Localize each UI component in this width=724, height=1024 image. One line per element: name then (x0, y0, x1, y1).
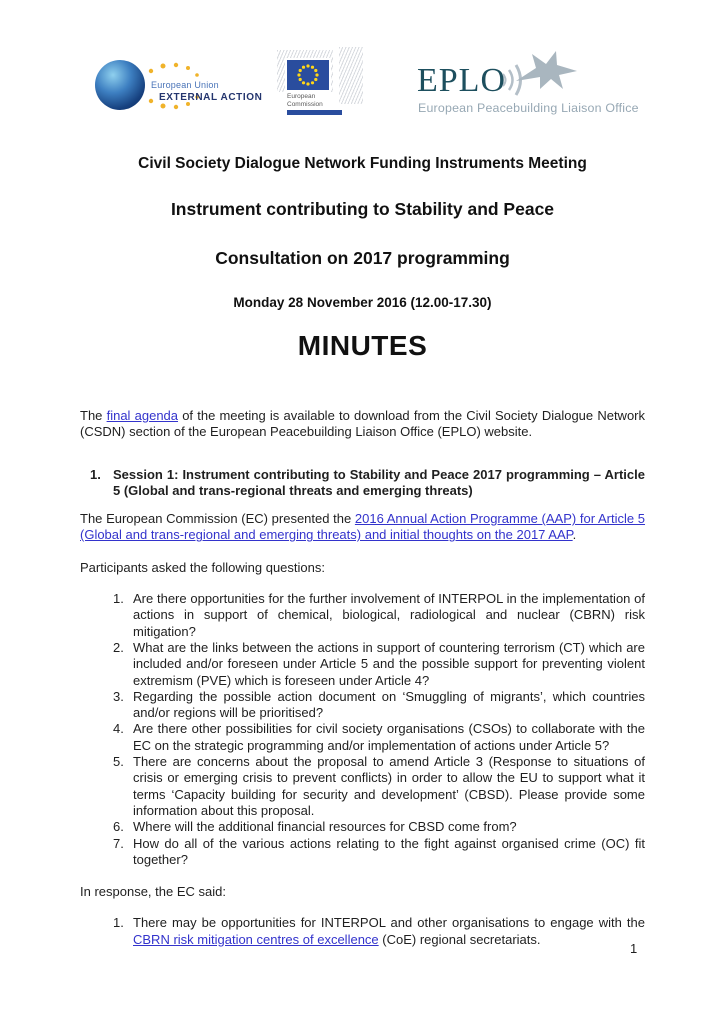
cbrn-coe-link[interactable]: CBRN risk mitigation centres of excellence (133, 931, 379, 947)
eeas-wordmark (151, 80, 262, 103)
ec-presentation-paragraph (80, 511, 645, 544)
response-number: 1. (113, 915, 124, 931)
question-number: 6. (113, 819, 124, 835)
eplo-logo (417, 50, 639, 116)
logo-header (80, 45, 645, 133)
intro-pre: The (80, 408, 107, 423)
question-item (113, 721, 645, 754)
meeting-title: Civil Society Dialogue Network Funding Instruments Meeting (138, 155, 587, 172)
question-text: There are concerns about the proposal to amend Article 3 (Response to situations of crisis or emerging crisis to prevent conflicts) in order to allow the EU to support what it terms ‘Capacity building for security and development’ (CBSD). Please provide some information about this proposal. (133, 754, 645, 818)
question-text: Regarding the possible action document on ‘Smuggling of migrants’, which countries and/or regions will be prioritised? (133, 688, 645, 721)
page-number: 1 (630, 941, 638, 956)
question-item (113, 640, 645, 689)
response-item (113, 915, 645, 948)
eeas-line1: European Union (151, 80, 219, 90)
intro-paragraph (80, 408, 645, 441)
question-text: How do all of the various actions relating to the fight against organised crime (OC) fit together? (133, 835, 645, 867)
dove-icon (513, 48, 579, 92)
consultation-title: Consultation on 2017 programming (215, 248, 510, 268)
ec-line2: Commission (287, 100, 323, 108)
ec-blue-bar (287, 110, 342, 115)
globe-icon (95, 60, 145, 110)
eu-external-action-logo (95, 60, 270, 118)
eu-flag-icon (287, 60, 329, 90)
building-sketch-right (339, 47, 363, 104)
question-item (113, 836, 645, 869)
ec-wordmark (287, 93, 323, 108)
questions-list (113, 591, 645, 868)
response-text (133, 915, 645, 948)
question-number: 2. (113, 639, 124, 655)
instrument-title: Instrument contributing to Stability and Peace (170, 199, 555, 219)
section-1-heading (90, 467, 645, 500)
final-agenda-link[interactable]: final agenda (106, 408, 179, 423)
section-1-title: Session 1: Instrument contributing to Stability and Peace 2017 programming – Article 5 (Global and trans-regional threats and emerging threats) (113, 466, 645, 498)
aap-2016-link[interactable]: 2016 Annual Action Programme (AAP) for Article 5 (Global and trans-regional and emerging threats) and initial thoughts on the 2017 AAP (80, 511, 646, 543)
eeas-line2: EXTERNAL ACTION (159, 92, 263, 103)
question-number: 7. (113, 835, 124, 851)
question-item (113, 689, 645, 722)
response-post: (CoE) regional secretariats. (378, 931, 541, 947)
question-text: Are there opportunities for the further involvement of INTERPOL in the implementation of actions in support of chemical, biological, radiological and nuclear (CBRN) risk mitigation? (133, 591, 645, 639)
eplo-acronym: EPLO (417, 62, 506, 99)
response-intro: In response, the EC said: (80, 884, 226, 900)
eplo-subtitle: European Peacebuilding Liaison Office (418, 101, 639, 115)
question-item (113, 591, 645, 640)
question-number: 4. (113, 721, 124, 737)
responses-list (113, 915, 645, 948)
meeting-date: Monday 28 November 2016 (12.00-17.30) (233, 295, 492, 310)
question-text: Are there other possibilities for civil society organisations (CSOs) to collaborate with the EC on the strategic programming and/or implementation of actions under Article 5? (133, 721, 645, 753)
response-pre: There may be opportunities for INTERPOL and other organisations to engage with the (133, 915, 645, 931)
intro-post: of the meeting is available to download from the Civil Society Dialogue Network (CSDN) section of the European Peacebuilding Liaison Office (EPLO) website. (80, 408, 646, 440)
ecp-post: . (572, 527, 577, 543)
question-text: Where will the additional financial resources for CBSD come from? (133, 819, 517, 835)
european-commission-logo (277, 47, 367, 119)
minutes-heading: MINUTES (297, 330, 428, 361)
question-item (113, 754, 645, 819)
section-1-number: 1. (90, 466, 101, 482)
question-number: 1. (113, 591, 124, 607)
question-number: 3. (113, 688, 124, 704)
question-number: 5. (113, 754, 124, 770)
ecp-pre: The European Commission (EC) presented the (80, 511, 355, 527)
questions-intro: Participants asked the following questions: (80, 559, 325, 575)
question-text: What are the links between the actions in support of countering terrorism (CT) which are included and/or foreseen under Article 5 and the possible support for preventing violent extremism (PVE) which is foreseen under Article 4? (133, 639, 645, 688)
ec-line1: European (287, 93, 316, 100)
question-item (113, 819, 645, 835)
